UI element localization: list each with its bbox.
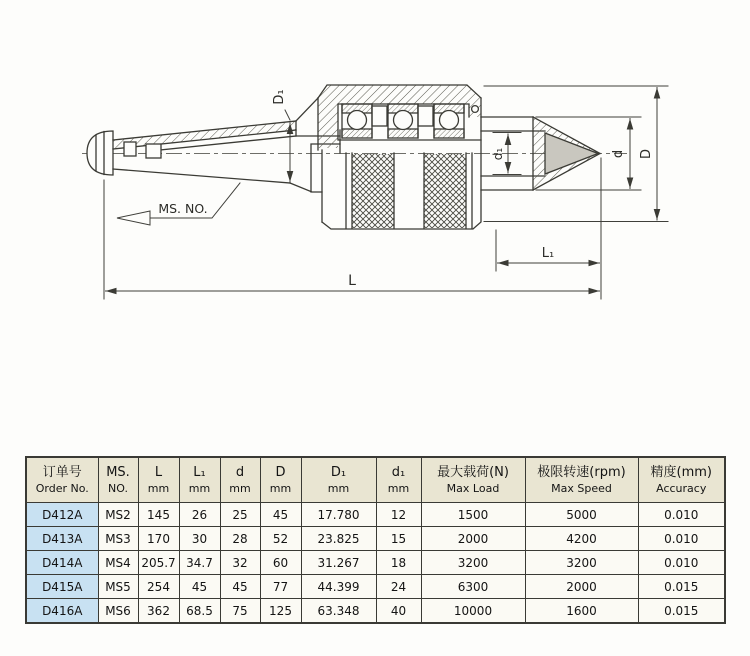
- dimension-D1: [272, 89, 290, 182]
- cell-d: 25: [220, 503, 260, 527]
- cell-d: 28: [220, 527, 260, 551]
- bearing-spacer: [372, 106, 387, 126]
- cell-ms: MS4: [98, 551, 138, 575]
- cell-max_speed: 5000: [525, 503, 638, 527]
- table-row: [26, 527, 725, 551]
- cell-order: D415A: [26, 575, 98, 599]
- header-max_speed: 极限转速(rpm) Max Speed: [525, 457, 638, 503]
- cell-L: 205.7: [138, 551, 179, 575]
- cell-order: D416A: [26, 599, 98, 624]
- cell-d1: 15: [376, 527, 421, 551]
- cell-order: D412A: [26, 503, 98, 527]
- table-row: [26, 551, 725, 575]
- cell-L: 145: [138, 503, 179, 527]
- cell-D1: 63.348: [301, 599, 376, 624]
- bearing-housing: [318, 85, 481, 229]
- cell-d: 75: [220, 599, 260, 624]
- cell-D: 77: [260, 575, 301, 599]
- cell-L1: 34.7: [179, 551, 220, 575]
- cell-D: 52: [260, 527, 301, 551]
- leader-arrow: [117, 211, 150, 225]
- cell-ms: MS2: [98, 503, 138, 527]
- cell-d1: 24: [376, 575, 421, 599]
- table-row: [26, 503, 725, 527]
- cell-d1: 18: [376, 551, 421, 575]
- cell-max_load: 1500: [421, 503, 525, 527]
- cell-d: 32: [220, 551, 260, 575]
- label-L1: L₁: [541, 246, 555, 261]
- cell-D: 45: [260, 503, 301, 527]
- cell-L1: 26: [179, 503, 220, 527]
- cell-D1: 44.399: [301, 575, 376, 599]
- table-row: [26, 575, 725, 599]
- cell-L1: 68.5: [179, 599, 220, 624]
- bearing-spacer: [418, 106, 433, 126]
- cell-accuracy: 0.015: [638, 599, 725, 624]
- label-ms-no: MS. NO.: [158, 201, 208, 216]
- cell-accuracy: 0.010: [638, 551, 725, 575]
- knurl-band: [424, 154, 466, 228]
- header-order: 订单号 Order No.: [26, 457, 98, 503]
- cell-L: 362: [138, 599, 179, 624]
- label-D: D: [639, 148, 654, 160]
- cell-max_load: 6300: [421, 575, 525, 599]
- header-accuracy: 精度(mm) Accuracy: [638, 457, 725, 503]
- bearing-balls: [348, 111, 459, 130]
- cell-max_load: 2000: [421, 527, 525, 551]
- cell-L: 254: [138, 575, 179, 599]
- label-D1: D₁: [272, 89, 287, 105]
- knurl-band: [352, 154, 394, 228]
- header-d: d mm: [220, 457, 260, 503]
- cell-accuracy: 0.010: [638, 503, 725, 527]
- cell-max_speed: 4200: [525, 527, 638, 551]
- cell-accuracy: 0.010: [638, 527, 725, 551]
- cell-L1: 45: [179, 575, 220, 599]
- cell-D: 125: [260, 599, 301, 624]
- cell-d1: 12: [376, 503, 421, 527]
- header-row: [26, 457, 725, 503]
- header-ms: MS. NO.: [98, 457, 138, 503]
- cell-max_speed: 2000: [525, 575, 638, 599]
- label-d1: d₁: [491, 147, 505, 161]
- cell-d1: 40: [376, 599, 421, 624]
- spec-table-body: [26, 503, 725, 624]
- cell-max_load: 3200: [421, 551, 525, 575]
- cell-max_load: 10000: [421, 599, 525, 624]
- header-d1: d₁ mm: [376, 457, 421, 503]
- cell-D1: 17.780: [301, 503, 376, 527]
- cell-max_speed: 3200: [525, 551, 638, 575]
- label-L: L: [348, 273, 356, 289]
- cell-L: 170: [138, 527, 179, 551]
- morse-taper-shank: [87, 98, 340, 192]
- cell-order: D413A: [26, 527, 98, 551]
- header-D1: D₁ mm: [301, 457, 376, 503]
- cell-max_speed: 1600: [525, 599, 638, 624]
- set-screw: [472, 106, 479, 113]
- cell-ms: MS6: [98, 599, 138, 624]
- label-d: d: [611, 149, 626, 159]
- taper-size-note: [117, 183, 240, 225]
- cell-L1: 30: [179, 527, 220, 551]
- cell-D1: 23.825: [301, 527, 376, 551]
- table-row: [26, 599, 725, 624]
- cell-D: 60: [260, 551, 301, 575]
- cell-D1: 31.267: [301, 551, 376, 575]
- spec-table: [25, 456, 726, 624]
- header-max_load: 最大载荷(N) Max Load: [421, 457, 525, 503]
- cell-ms: MS5: [98, 575, 138, 599]
- header-L: L mm: [138, 457, 179, 503]
- header-D: D mm: [260, 457, 301, 503]
- cell-order: D414A: [26, 551, 98, 575]
- cell-d: 45: [220, 575, 260, 599]
- cell-ms: MS3: [98, 527, 138, 551]
- cell-accuracy: 0.015: [638, 575, 725, 599]
- spec-table-head: [26, 457, 725, 503]
- header-L1: L₁ mm: [179, 457, 220, 503]
